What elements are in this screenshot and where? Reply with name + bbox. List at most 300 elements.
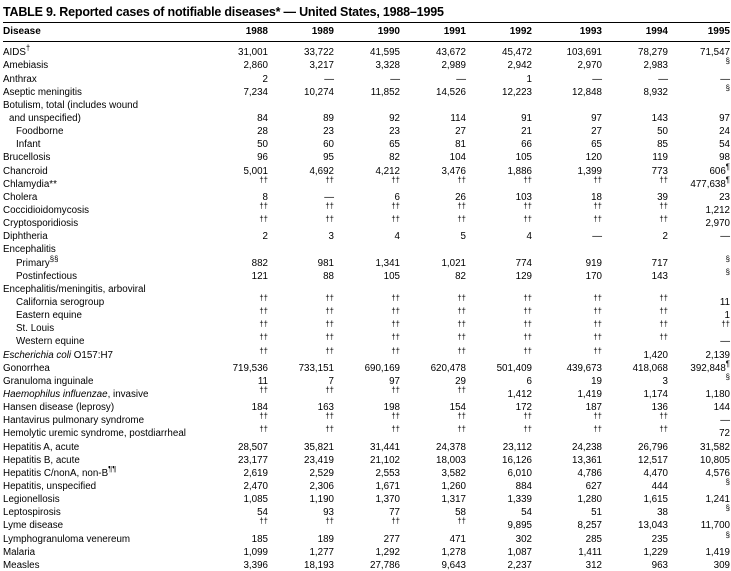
table-row bbox=[3, 137, 730, 150]
value-cell: — bbox=[324, 73, 334, 85]
value-cell: †† bbox=[325, 175, 334, 185]
value-cell: †† bbox=[259, 293, 268, 303]
value-cell: 5 bbox=[460, 231, 466, 243]
value-cell: 82 bbox=[455, 270, 466, 282]
value-cell: 7 bbox=[328, 375, 334, 387]
table-row bbox=[3, 387, 730, 400]
value-cell: § bbox=[725, 372, 730, 382]
value-cell: 963 bbox=[651, 559, 668, 571]
value-cell: 92 bbox=[389, 113, 400, 125]
value-cell: 85 bbox=[657, 139, 668, 151]
value-cell: †† bbox=[259, 175, 268, 185]
value-cell: †† bbox=[593, 412, 602, 422]
value-cell: 19 bbox=[591, 375, 602, 387]
value-cell: 18,193 bbox=[304, 559, 334, 571]
value-cell: †† bbox=[523, 320, 532, 330]
value-cell bbox=[334, 282, 400, 295]
value-cell: § bbox=[725, 504, 730, 513]
value-cell: 2,237 bbox=[507, 559, 532, 571]
table-row bbox=[3, 400, 730, 413]
value-cell: 1,212 bbox=[705, 205, 730, 217]
value-cell: 4 bbox=[526, 231, 532, 243]
value-cell: 103,691 bbox=[566, 47, 602, 59]
value-cell: 39 bbox=[657, 191, 668, 203]
value-cell: 1,341 bbox=[375, 257, 400, 269]
year-column-header: 1990 bbox=[334, 23, 400, 42]
value-cell: †† bbox=[259, 333, 268, 343]
disease-label: Cholera bbox=[3, 191, 38, 203]
value-cell bbox=[532, 98, 602, 111]
table-row bbox=[3, 242, 730, 255]
value-cell: 31,582 bbox=[700, 441, 730, 453]
table-row bbox=[3, 163, 730, 176]
value-cell: 144 bbox=[713, 402, 730, 414]
value-cell: 8 bbox=[262, 191, 268, 203]
value-cell: †† bbox=[325, 346, 334, 356]
table-row bbox=[3, 229, 730, 242]
value-cell: 1,419 bbox=[705, 546, 730, 558]
value-cell: 104 bbox=[449, 152, 466, 164]
value-cell: †† bbox=[593, 333, 602, 343]
table-row bbox=[3, 84, 730, 97]
value-cell: †† bbox=[259, 412, 268, 422]
value-cell: 2,139 bbox=[705, 349, 730, 361]
value-cell: 1,370 bbox=[375, 494, 400, 506]
value-cell: 31,001 bbox=[238, 47, 268, 59]
disease-label: Legionellosis bbox=[3, 494, 60, 505]
value-cell: 606¶ bbox=[709, 162, 730, 177]
table-body bbox=[3, 42, 730, 571]
value-cell: 6 bbox=[394, 191, 400, 203]
value-cell: 2 bbox=[262, 73, 268, 85]
value-cell: § bbox=[725, 477, 730, 487]
value-cell: 277 bbox=[383, 533, 400, 545]
table-row bbox=[3, 374, 730, 387]
value-cell: 65 bbox=[591, 139, 602, 151]
value-cell: †† bbox=[325, 517, 334, 527]
value-cell bbox=[602, 282, 668, 295]
value-cell: †† bbox=[259, 517, 268, 527]
value-cell: †† bbox=[391, 293, 400, 303]
table-row bbox=[3, 150, 730, 163]
disease-label: Anthrax bbox=[3, 73, 37, 85]
value-cell: 2,529 bbox=[309, 467, 334, 479]
value-cell: — bbox=[390, 73, 400, 85]
value-cell bbox=[466, 98, 532, 111]
value-cell: 23 bbox=[323, 126, 334, 138]
table-row bbox=[3, 124, 730, 137]
value-cell: 719,536 bbox=[232, 362, 268, 374]
value-cell: †† bbox=[325, 306, 334, 316]
value-cell: †† bbox=[325, 385, 334, 395]
value-cell: †† bbox=[523, 425, 532, 435]
table-row bbox=[3, 505, 730, 518]
value-cell: 1 bbox=[724, 310, 730, 322]
disease-label: Brucellosis bbox=[3, 152, 51, 164]
value-cell: — bbox=[592, 73, 602, 85]
disease-label: Escherichia coli O157:H7 bbox=[3, 349, 113, 361]
value-cell: 26 bbox=[455, 191, 466, 203]
value-cell: — bbox=[324, 191, 334, 203]
value-cell: 28 bbox=[257, 126, 268, 138]
value-cell: †† bbox=[259, 214, 268, 224]
value-cell: 27 bbox=[591, 126, 602, 138]
value-cell: 309 bbox=[713, 559, 730, 571]
value-cell bbox=[668, 98, 730, 111]
value-cell bbox=[668, 282, 730, 295]
value-cell: 172 bbox=[515, 402, 532, 414]
value-cell: — bbox=[658, 73, 668, 85]
year-column-header: 1991 bbox=[400, 23, 466, 42]
table-row bbox=[3, 518, 730, 531]
value-cell: 103 bbox=[515, 191, 532, 203]
disease-label: California serogroup bbox=[16, 297, 105, 308]
value-cell: 919 bbox=[585, 257, 602, 269]
value-cell: 45,472 bbox=[502, 47, 532, 59]
table-row bbox=[3, 466, 730, 479]
value-cell: †† bbox=[325, 293, 334, 303]
value-cell: 185 bbox=[251, 533, 268, 545]
value-cell: 2,983 bbox=[643, 60, 668, 72]
value-cell: †† bbox=[523, 175, 532, 185]
value-cell: 3,217 bbox=[309, 60, 334, 72]
value-cell: 29 bbox=[455, 375, 466, 387]
value-cell: 4,470 bbox=[643, 467, 668, 479]
value-cell: 35,821 bbox=[304, 441, 334, 453]
value-cell: 1,671 bbox=[375, 480, 400, 492]
disease-label: Chancroid bbox=[3, 165, 48, 177]
value-cell: †† bbox=[457, 214, 466, 224]
disease-label: Measles bbox=[3, 559, 40, 571]
table-row bbox=[3, 557, 730, 570]
disease-label: Coccidioidomycosis bbox=[3, 205, 90, 216]
value-cell: 6 bbox=[526, 375, 532, 387]
value-cell: †† bbox=[457, 201, 466, 211]
value-cell: 114 bbox=[450, 113, 466, 125]
value-cell: 501,409 bbox=[496, 362, 532, 374]
disease-label: and unspecified) bbox=[9, 113, 81, 124]
value-cell: 884 bbox=[515, 480, 532, 492]
value-cell bbox=[334, 242, 400, 255]
value-cell: †† bbox=[259, 346, 268, 356]
value-cell: 24,378 bbox=[436, 441, 466, 453]
value-cell bbox=[228, 98, 268, 111]
value-cell: †† bbox=[457, 346, 466, 356]
disease-label: Eastern equine bbox=[16, 310, 82, 321]
value-cell: †† bbox=[457, 306, 466, 316]
value-cell: 733,151 bbox=[298, 362, 334, 374]
value-cell: 1,339 bbox=[507, 494, 532, 506]
value-cell: 23,112 bbox=[502, 441, 532, 453]
disease-label: Amebiasis bbox=[3, 60, 49, 72]
table-row bbox=[3, 426, 730, 439]
year-column-header: 1992 bbox=[466, 23, 532, 42]
value-cell: 444 bbox=[651, 480, 668, 492]
table-header-row bbox=[3, 23, 730, 42]
table-row bbox=[3, 347, 730, 360]
value-cell: †† bbox=[457, 320, 466, 330]
value-cell: 1,317 bbox=[441, 494, 466, 506]
value-cell: — bbox=[720, 231, 730, 243]
value-cell: 21 bbox=[521, 126, 532, 138]
value-cell bbox=[466, 242, 532, 255]
value-cell: 1,241 bbox=[705, 494, 730, 506]
value-cell: †† bbox=[659, 412, 668, 422]
value-cell: 11 bbox=[257, 375, 268, 387]
value-cell: 65 bbox=[389, 139, 400, 151]
value-cell: 774 bbox=[515, 257, 532, 269]
value-cell: †† bbox=[593, 306, 602, 316]
value-cell: 163 bbox=[317, 402, 334, 414]
disease-label: Encephalitis/meningitis, arboviral bbox=[3, 283, 146, 295]
value-cell: 3,582 bbox=[441, 467, 466, 479]
disease-label: Diphtheria bbox=[3, 231, 48, 243]
value-cell: †† bbox=[391, 175, 400, 185]
value-cell: 2,860 bbox=[243, 60, 268, 72]
disease-label: Cryptosporidiosis bbox=[3, 218, 79, 229]
value-cell: 50 bbox=[257, 139, 268, 151]
page-title: TABLE 9. Reported cases of notifiable diseases* — United States, 1988–1995 bbox=[3, 5, 444, 19]
value-cell: 54 bbox=[719, 139, 730, 151]
value-cell: 690,169 bbox=[364, 362, 400, 374]
value-cell: †† bbox=[391, 517, 400, 527]
table-row bbox=[3, 58, 730, 71]
value-cell: †† bbox=[721, 320, 730, 330]
value-cell: 4,786 bbox=[577, 467, 602, 479]
value-cell: 1,190 bbox=[309, 494, 334, 506]
value-cell: 1,292 bbox=[375, 546, 400, 558]
value-cell: 23,419 bbox=[304, 454, 334, 466]
value-cell: — bbox=[720, 415, 730, 427]
value-cell: 1,021 bbox=[441, 257, 466, 269]
year-column-header: 1989 bbox=[268, 23, 334, 42]
value-cell bbox=[268, 98, 334, 111]
value-cell: 8,932 bbox=[643, 86, 668, 98]
value-cell: 3,328 bbox=[375, 60, 400, 72]
value-cell bbox=[668, 242, 730, 255]
value-cell: 33,722 bbox=[304, 47, 334, 59]
value-cell: 97 bbox=[389, 375, 400, 387]
disease-label: Lymphogranuloma venereum bbox=[3, 533, 131, 545]
table-row bbox=[3, 268, 730, 281]
table-row bbox=[3, 71, 730, 84]
value-cell: 7,234 bbox=[243, 86, 268, 98]
value-cell: †† bbox=[659, 320, 668, 330]
notifiable-diseases-table bbox=[3, 22, 730, 571]
value-cell: †† bbox=[659, 306, 668, 316]
year-column-header: 1993 bbox=[532, 23, 602, 42]
value-cell: § bbox=[725, 83, 730, 93]
value-cell: †† bbox=[457, 333, 466, 343]
disease-label: Botulism, total (includes wound bbox=[3, 99, 139, 111]
value-cell: †† bbox=[593, 175, 602, 185]
value-cell bbox=[532, 282, 602, 295]
value-cell: 2,619 bbox=[243, 467, 268, 479]
table-row bbox=[3, 531, 730, 544]
value-cell: 1,174 bbox=[643, 389, 668, 400]
value-cell: †† bbox=[391, 412, 400, 422]
disease-label: Granuloma inguinale bbox=[3, 375, 94, 387]
value-cell: 97 bbox=[591, 113, 602, 125]
value-cell: 82 bbox=[389, 152, 400, 164]
value-cell: 136 bbox=[651, 402, 668, 414]
value-cell: 72 bbox=[719, 428, 730, 440]
table-row bbox=[3, 216, 730, 229]
value-cell: †† bbox=[325, 425, 334, 435]
value-cell: 91 bbox=[521, 113, 532, 125]
value-cell: †† bbox=[325, 201, 334, 211]
value-cell: 3,396 bbox=[243, 559, 268, 571]
value-cell: †† bbox=[259, 320, 268, 330]
value-cell: 77 bbox=[389, 507, 400, 519]
value-cell: 51 bbox=[591, 507, 602, 519]
value-cell: †† bbox=[659, 175, 668, 185]
value-cell: 18,003 bbox=[436, 454, 466, 466]
table-row bbox=[3, 479, 730, 492]
disease-column-header: Disease bbox=[3, 23, 228, 42]
value-cell: 54 bbox=[521, 507, 532, 519]
value-cell: 93 bbox=[323, 507, 334, 519]
value-cell: 302 bbox=[515, 533, 532, 545]
value-cell: 187 bbox=[585, 402, 602, 414]
disease-label: Leptospirosis bbox=[3, 507, 61, 519]
value-cell: †† bbox=[457, 425, 466, 435]
value-cell: †† bbox=[457, 517, 466, 527]
value-cell: 1,087 bbox=[507, 546, 532, 558]
value-cell: 24 bbox=[719, 126, 730, 138]
value-cell: †† bbox=[391, 333, 400, 343]
value-cell: 12,517 bbox=[638, 454, 668, 466]
disease-label: Malaria bbox=[3, 546, 36, 558]
disease-label: Lyme disease bbox=[3, 520, 64, 532]
value-cell: 13,043 bbox=[638, 520, 668, 532]
value-cell: 143 bbox=[651, 270, 668, 282]
value-cell: 717 bbox=[651, 257, 668, 269]
value-cell: 28,507 bbox=[238, 441, 268, 453]
value-cell bbox=[400, 98, 466, 111]
table-row bbox=[3, 98, 730, 111]
value-cell bbox=[466, 282, 532, 295]
value-cell: 439,673 bbox=[566, 362, 602, 374]
value-cell: 97 bbox=[719, 113, 730, 125]
value-cell: § bbox=[725, 57, 730, 67]
value-cell: †† bbox=[325, 412, 334, 422]
value-cell: 129 bbox=[515, 270, 532, 282]
value-cell: 120 bbox=[585, 152, 602, 164]
value-cell: †† bbox=[593, 201, 602, 211]
value-cell: § bbox=[725, 530, 730, 540]
value-cell bbox=[268, 282, 334, 295]
value-cell: †† bbox=[259, 385, 268, 395]
value-cell: 1,085 bbox=[243, 494, 268, 506]
disease-label: Hepatitis B, acute bbox=[3, 454, 80, 466]
disease-label: Gonorrhea bbox=[3, 362, 50, 374]
value-cell: †† bbox=[457, 385, 466, 395]
value-cell: †† bbox=[659, 201, 668, 211]
disease-label: AIDS† bbox=[3, 44, 31, 59]
value-cell: 1,099 bbox=[243, 546, 268, 558]
value-cell: 13,361 bbox=[572, 454, 602, 466]
value-cell: †† bbox=[593, 293, 602, 303]
value-cell: 882 bbox=[251, 257, 268, 269]
value-cell: 627 bbox=[585, 480, 602, 492]
value-cell: †† bbox=[523, 346, 532, 356]
value-cell: †† bbox=[391, 306, 400, 316]
value-cell: 154 bbox=[449, 402, 466, 414]
value-cell: 12,848 bbox=[572, 86, 602, 98]
value-cell: †† bbox=[391, 385, 400, 395]
disease-label: Infant bbox=[16, 139, 41, 151]
value-cell: 285 bbox=[585, 533, 602, 545]
value-cell: 1,260 bbox=[441, 480, 466, 492]
table-row bbox=[3, 203, 730, 216]
value-cell: 11,700 bbox=[700, 520, 730, 532]
value-cell: †† bbox=[391, 214, 400, 224]
value-cell: †† bbox=[523, 293, 532, 303]
table-row bbox=[3, 334, 730, 347]
value-cell: 10,805 bbox=[700, 454, 730, 466]
value-cell: 189 bbox=[317, 533, 334, 545]
value-cell: 81 bbox=[455, 139, 466, 151]
value-cell: 4,692 bbox=[309, 165, 334, 177]
disease-label: Aseptic meningitis bbox=[3, 86, 82, 98]
year-column-header: 1995 bbox=[668, 23, 730, 42]
value-cell: 1,229 bbox=[643, 546, 668, 558]
value-cell: 50 bbox=[657, 126, 668, 138]
value-cell: 78,279 bbox=[638, 47, 668, 59]
value-cell: 392,848¶ bbox=[690, 359, 730, 374]
value-cell bbox=[602, 98, 668, 111]
value-cell: 184 bbox=[251, 402, 268, 414]
value-cell: 9,895 bbox=[507, 520, 532, 532]
table-row bbox=[3, 452, 730, 465]
value-cell: § bbox=[725, 254, 730, 264]
value-cell: 477,638¶ bbox=[690, 175, 730, 190]
value-cell: 1,419 bbox=[577, 389, 602, 400]
value-cell: 471 bbox=[449, 533, 466, 545]
value-cell: †† bbox=[457, 293, 466, 303]
value-cell: †† bbox=[593, 320, 602, 330]
table-row bbox=[3, 439, 730, 452]
value-cell: †† bbox=[457, 175, 466, 185]
disease-label: St. Louis bbox=[16, 323, 55, 335]
value-cell: 235 bbox=[651, 533, 668, 545]
value-cell: †† bbox=[523, 214, 532, 224]
value-cell: 1,420 bbox=[643, 349, 668, 361]
table-row bbox=[3, 492, 730, 505]
value-cell: †† bbox=[593, 346, 602, 356]
value-cell: — bbox=[456, 73, 466, 85]
table-row bbox=[3, 308, 730, 321]
value-cell bbox=[268, 242, 334, 255]
value-cell: †† bbox=[259, 425, 268, 435]
value-cell: †† bbox=[523, 333, 532, 343]
value-cell: 8,257 bbox=[577, 520, 602, 532]
value-cell: 2,942 bbox=[507, 60, 532, 72]
value-cell: 96 bbox=[257, 152, 268, 164]
value-cell: 88 bbox=[323, 270, 334, 282]
value-cell bbox=[334, 98, 400, 111]
table-row bbox=[3, 42, 730, 59]
value-cell: †† bbox=[325, 333, 334, 343]
value-cell: 170 bbox=[585, 270, 602, 282]
value-cell: 2,553 bbox=[375, 467, 400, 479]
table-row bbox=[3, 282, 730, 295]
value-cell: 1,399 bbox=[577, 165, 602, 177]
value-cell: †† bbox=[391, 346, 400, 356]
table-row bbox=[3, 176, 730, 189]
value-cell: †† bbox=[391, 320, 400, 330]
